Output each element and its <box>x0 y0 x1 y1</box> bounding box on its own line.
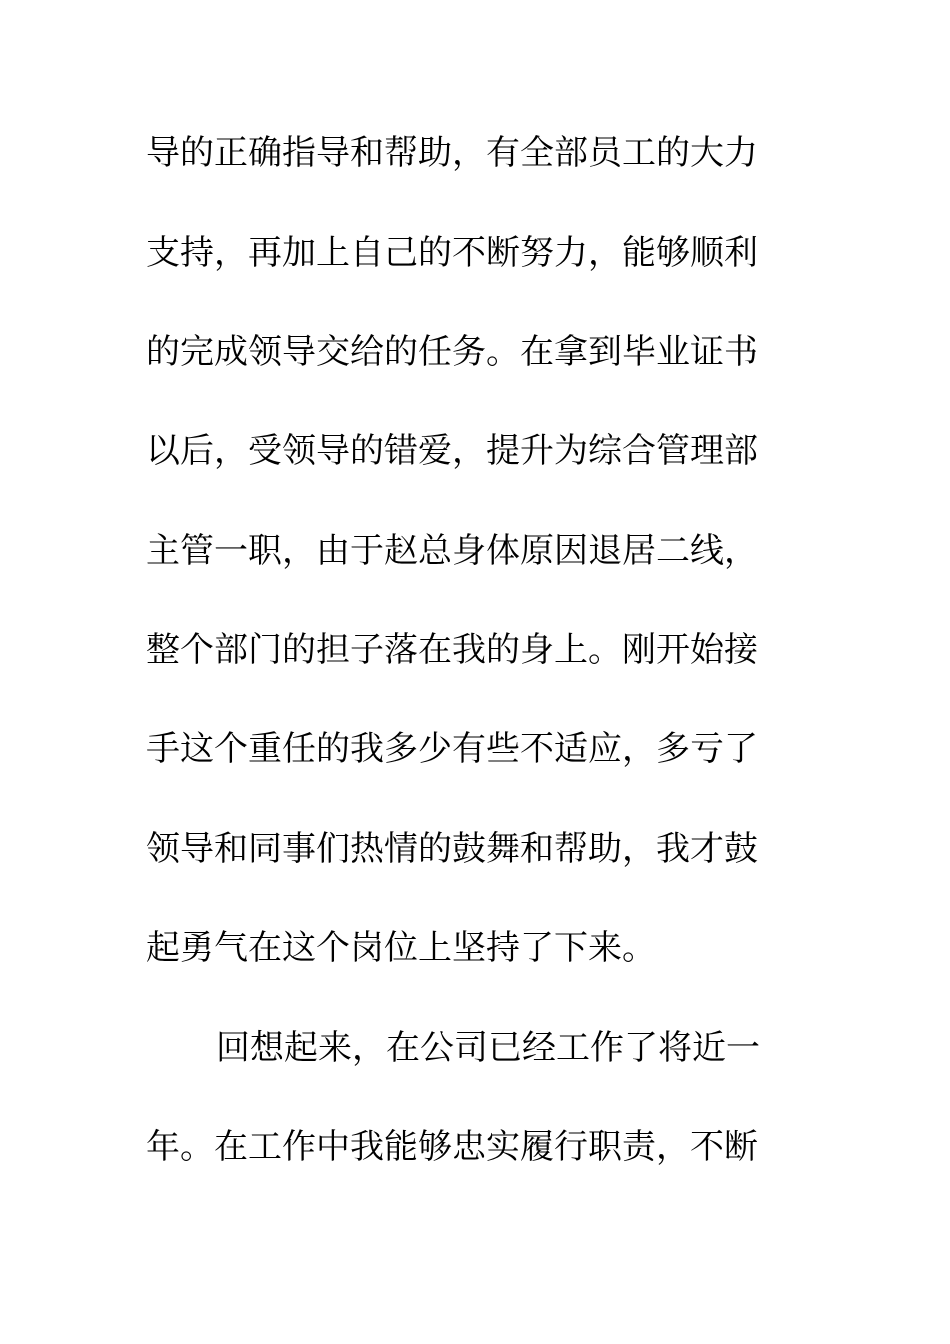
paragraph-first-line: 回想起来，在公司已经工作了将近一 <box>216 1028 760 1068</box>
text-line: 的完成领导交给的任务。在拿到毕业证书 <box>146 332 758 372</box>
text-line: 领导和同事们热情的鼓舞和帮助，我才鼓 <box>146 829 758 869</box>
text-line: 以后，受领导的错爱，提升为综合管理部 <box>146 431 758 471</box>
text-line: 年。在工作中我能够忠实履行职责，不断 <box>146 1127 758 1167</box>
text-line: 主管一职，由于赵总身体原因退居二线， <box>146 531 758 571</box>
text-line: 支持，再加上自己的不断努力，能够顺利 <box>146 233 758 273</box>
text-line: 起勇气在这个岗位上坚持了下来。 <box>146 928 656 968</box>
text-line: 整个部门的担子落在我的身上。刚开始接 <box>146 630 758 670</box>
text-line: 手这个重任的我多少有些不适应，多亏了 <box>146 729 758 769</box>
text-line: 导的正确指导和帮助，有全部员工的大力 <box>146 133 758 173</box>
